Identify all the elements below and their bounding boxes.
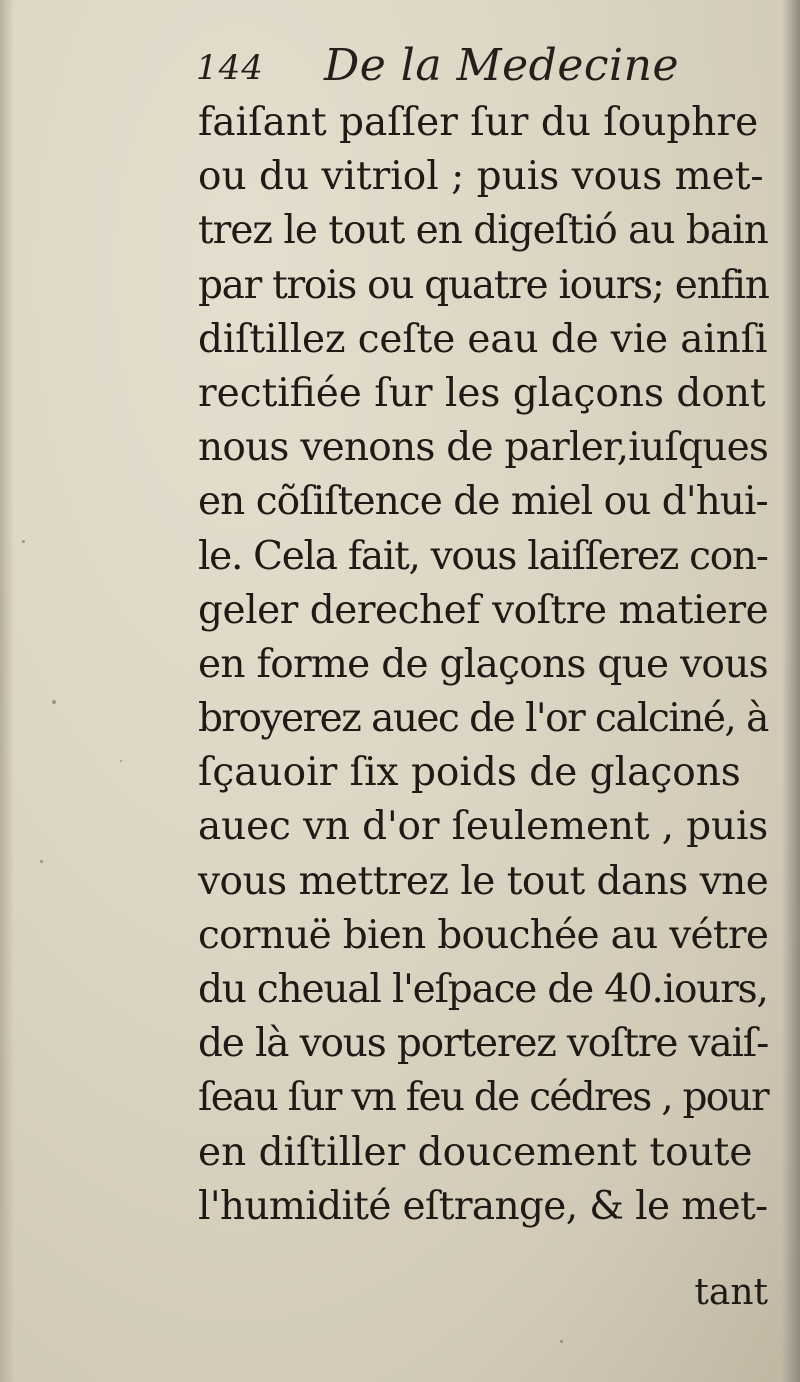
text-line: en forme de glaçons que vous xyxy=(198,641,768,687)
text-line: du cheual l'eſpace de 40.iours, xyxy=(198,967,768,1012)
text-line: rectifiée ſur les glaçons dont xyxy=(198,370,766,416)
text-line: diſtillez ceſte eau de vie ainſi xyxy=(198,316,768,362)
body-text xyxy=(198,96,768,1234)
text-line: l'humidité eſtrange, & le met- xyxy=(198,1183,768,1229)
page-left-edge xyxy=(0,0,14,1382)
text-line: le. Cela fait, vous laiſſerez con- xyxy=(198,533,768,579)
text-line: cornuë bien bouchée au vétre xyxy=(198,912,769,958)
paper-speck xyxy=(22,540,25,543)
text-line: broyerez auec de l'or calciné, à xyxy=(198,696,768,742)
text-line: en diſtiller doucement toute xyxy=(198,1129,753,1175)
text-line: en cõſiſtence de miel ou d'hui- xyxy=(198,479,768,525)
text-line: par trois ou quatre iours; enfin xyxy=(198,262,769,308)
text-line: nous venons de parler,iuſques xyxy=(198,425,769,471)
text-line: faiſant paſſer ſur du ſouphre xyxy=(198,100,759,145)
text-line: ſeau ſur vn feu de cédres , pour xyxy=(198,1075,768,1121)
page-header xyxy=(196,40,756,100)
page-gutter-shadow xyxy=(782,0,800,1382)
paper-speck xyxy=(40,860,43,863)
page-number: 144 xyxy=(196,48,264,88)
paper-speck xyxy=(120,760,122,762)
running-head: De la Medecine xyxy=(324,40,679,91)
text-line: ou du vitriol ; puis vous met- xyxy=(198,154,764,200)
text-line: geler derechef voſtre matiere xyxy=(198,587,769,633)
text-line: trez le tout en digeſtió au bain xyxy=(198,208,768,254)
paper-speck xyxy=(560,1340,563,1343)
text-line: ſçauoir ſix poids de glaçons xyxy=(198,750,741,796)
paper-speck xyxy=(52,700,56,704)
text-line: de là vous porterez voſtre vaiſ- xyxy=(198,1021,769,1067)
catchword: tant xyxy=(694,1272,768,1313)
text-line: vous mettrez le tout dans vne xyxy=(198,858,769,904)
text-line: auec vn d'or ſeulement , puis xyxy=(198,804,769,850)
